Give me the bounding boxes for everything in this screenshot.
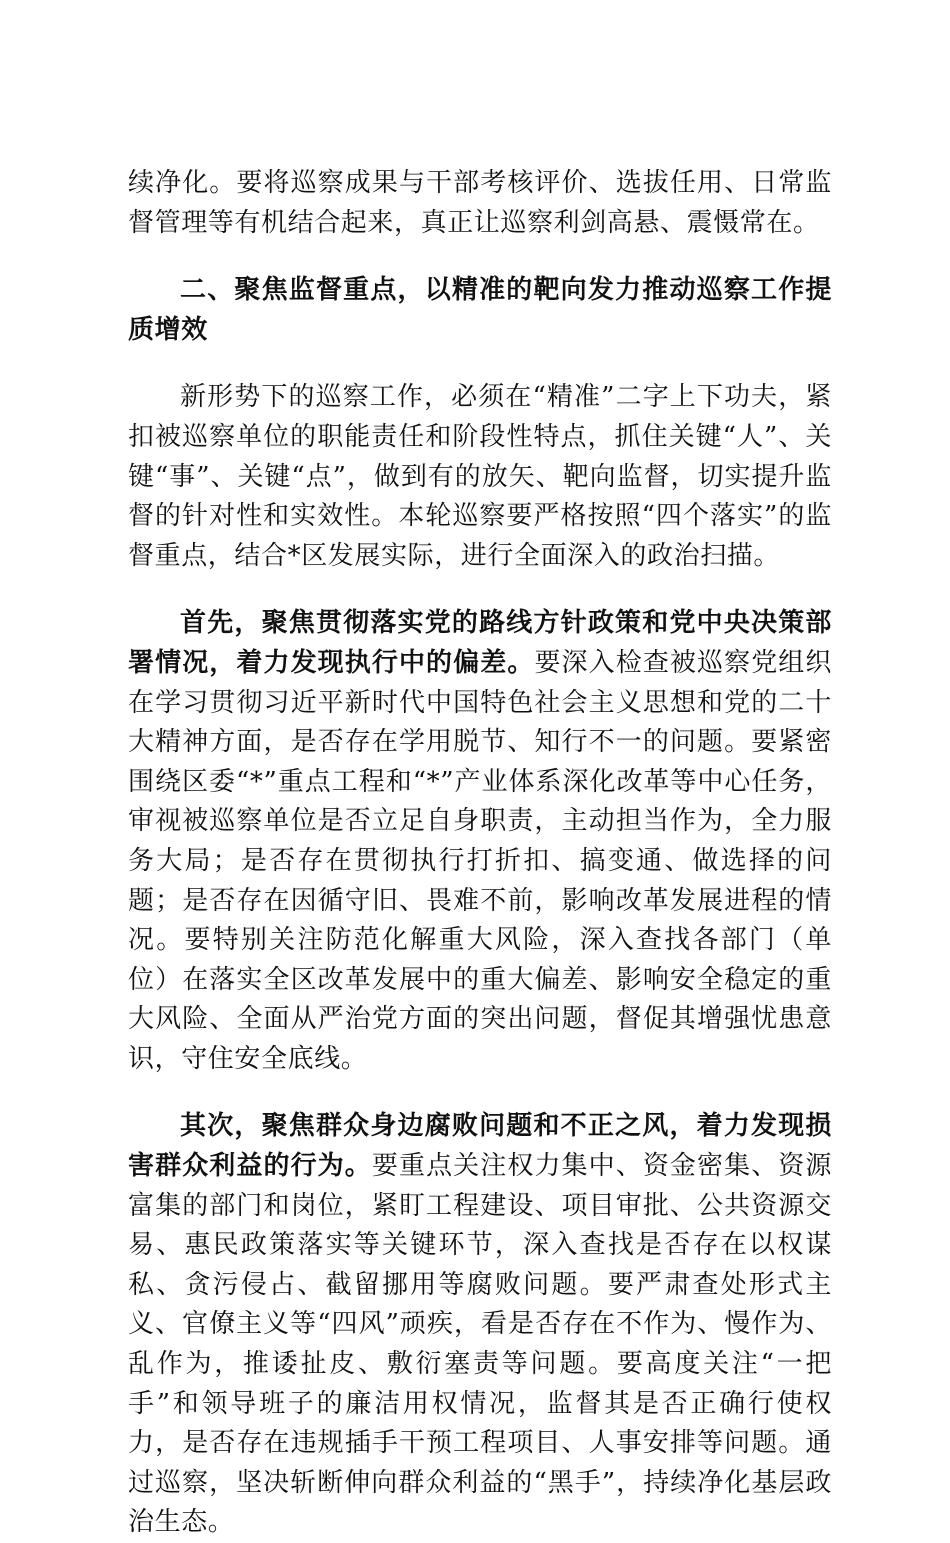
paragraph-second-body: 要重点关注权力集中、资金密集、资源富集的部门和岗位，紧盯工程建设、项目审批、公共资源交易、惠民政策落实等关键环节，深入查找是否存在以权谋私、贪污侵占、截留挪用等腐败问题。要严肃查处形式主义、官僚主义等“四风”顽疾，看是否存在不作为、慢作为、乱作为，推诿扯皮、敷衍塞责等问题。要高度关注“一把手”和领导班子的廉洁用权情况，监督其是否正确行使权力，是否存在违规插手干预工程项目、人事安排等问题。通过巡察，坚决斩断伸向群众利益的“黑手”，持续净化基层政治生态。	[128, 1151, 833, 1538]
paragraph-second	[128, 1107, 832, 1543]
section-heading: 二、聚焦监督重点，以精准的靶向发力推动巡察工作提质增效	[128, 275, 832, 345]
paragraph-intro: 新形势下的巡察工作，必须在“精准”二字上下功夫，紧扣被巡察单位的职能责任和阶段性特点，抓住关键“人”、关键“事”、关键“点”，做到有的放矢、靶向监督，切实提升监督的针对性和实效性。本轮巡察要严格按照“四个落实”的监督重点，结合*区发展实际，进行全面深入的政治扫描。	[128, 382, 832, 571]
paragraph-first-body: 要深入检查被巡察党组织在学习贯彻习近平新时代中国特色社会主义思想和党的二十大精神方面，是否存在学用脱节、知行不一的问题。要紧密围绕区委“*”重点工程和“*”产业体系深化改革等中心任务，审视被巡察单位是否立足自身职责，主动担当作为，全力服务大局；是否存在贯彻执行打折扣、搞变通、做选择的问题；是否存在因循守旧、畏难不前，影响改革发展进程的情况。要特别关注防范化解重大风险，深入查找各部门（单位）在落实全区改革发展中的重大偏差、影响安全稳定的重大风险、全面从严治党方面的突出问题，督促其增强忧患意识，守住安全底线。	[128, 647, 832, 1074]
paragraph-first	[128, 604, 832, 1079]
paragraph-continuation: 续净化。要将巡察成果与干部考核评价、选拔任用、日常监督管理等有机结合起来，真正让巡察利剑高悬、震慑常在。	[128, 168, 832, 238]
paragraph-first-lead: 首先，聚焦贯彻落实党的路线方针政策和党中央决策部署情况，着力发现执行中的偏差。	[128, 608, 832, 678]
paragraph-second-lead: 其次，聚焦群众身边腐败问题和不正之风，着力发现损害群众利益的行为。	[128, 1111, 832, 1182]
document-body	[128, 164, 832, 1543]
